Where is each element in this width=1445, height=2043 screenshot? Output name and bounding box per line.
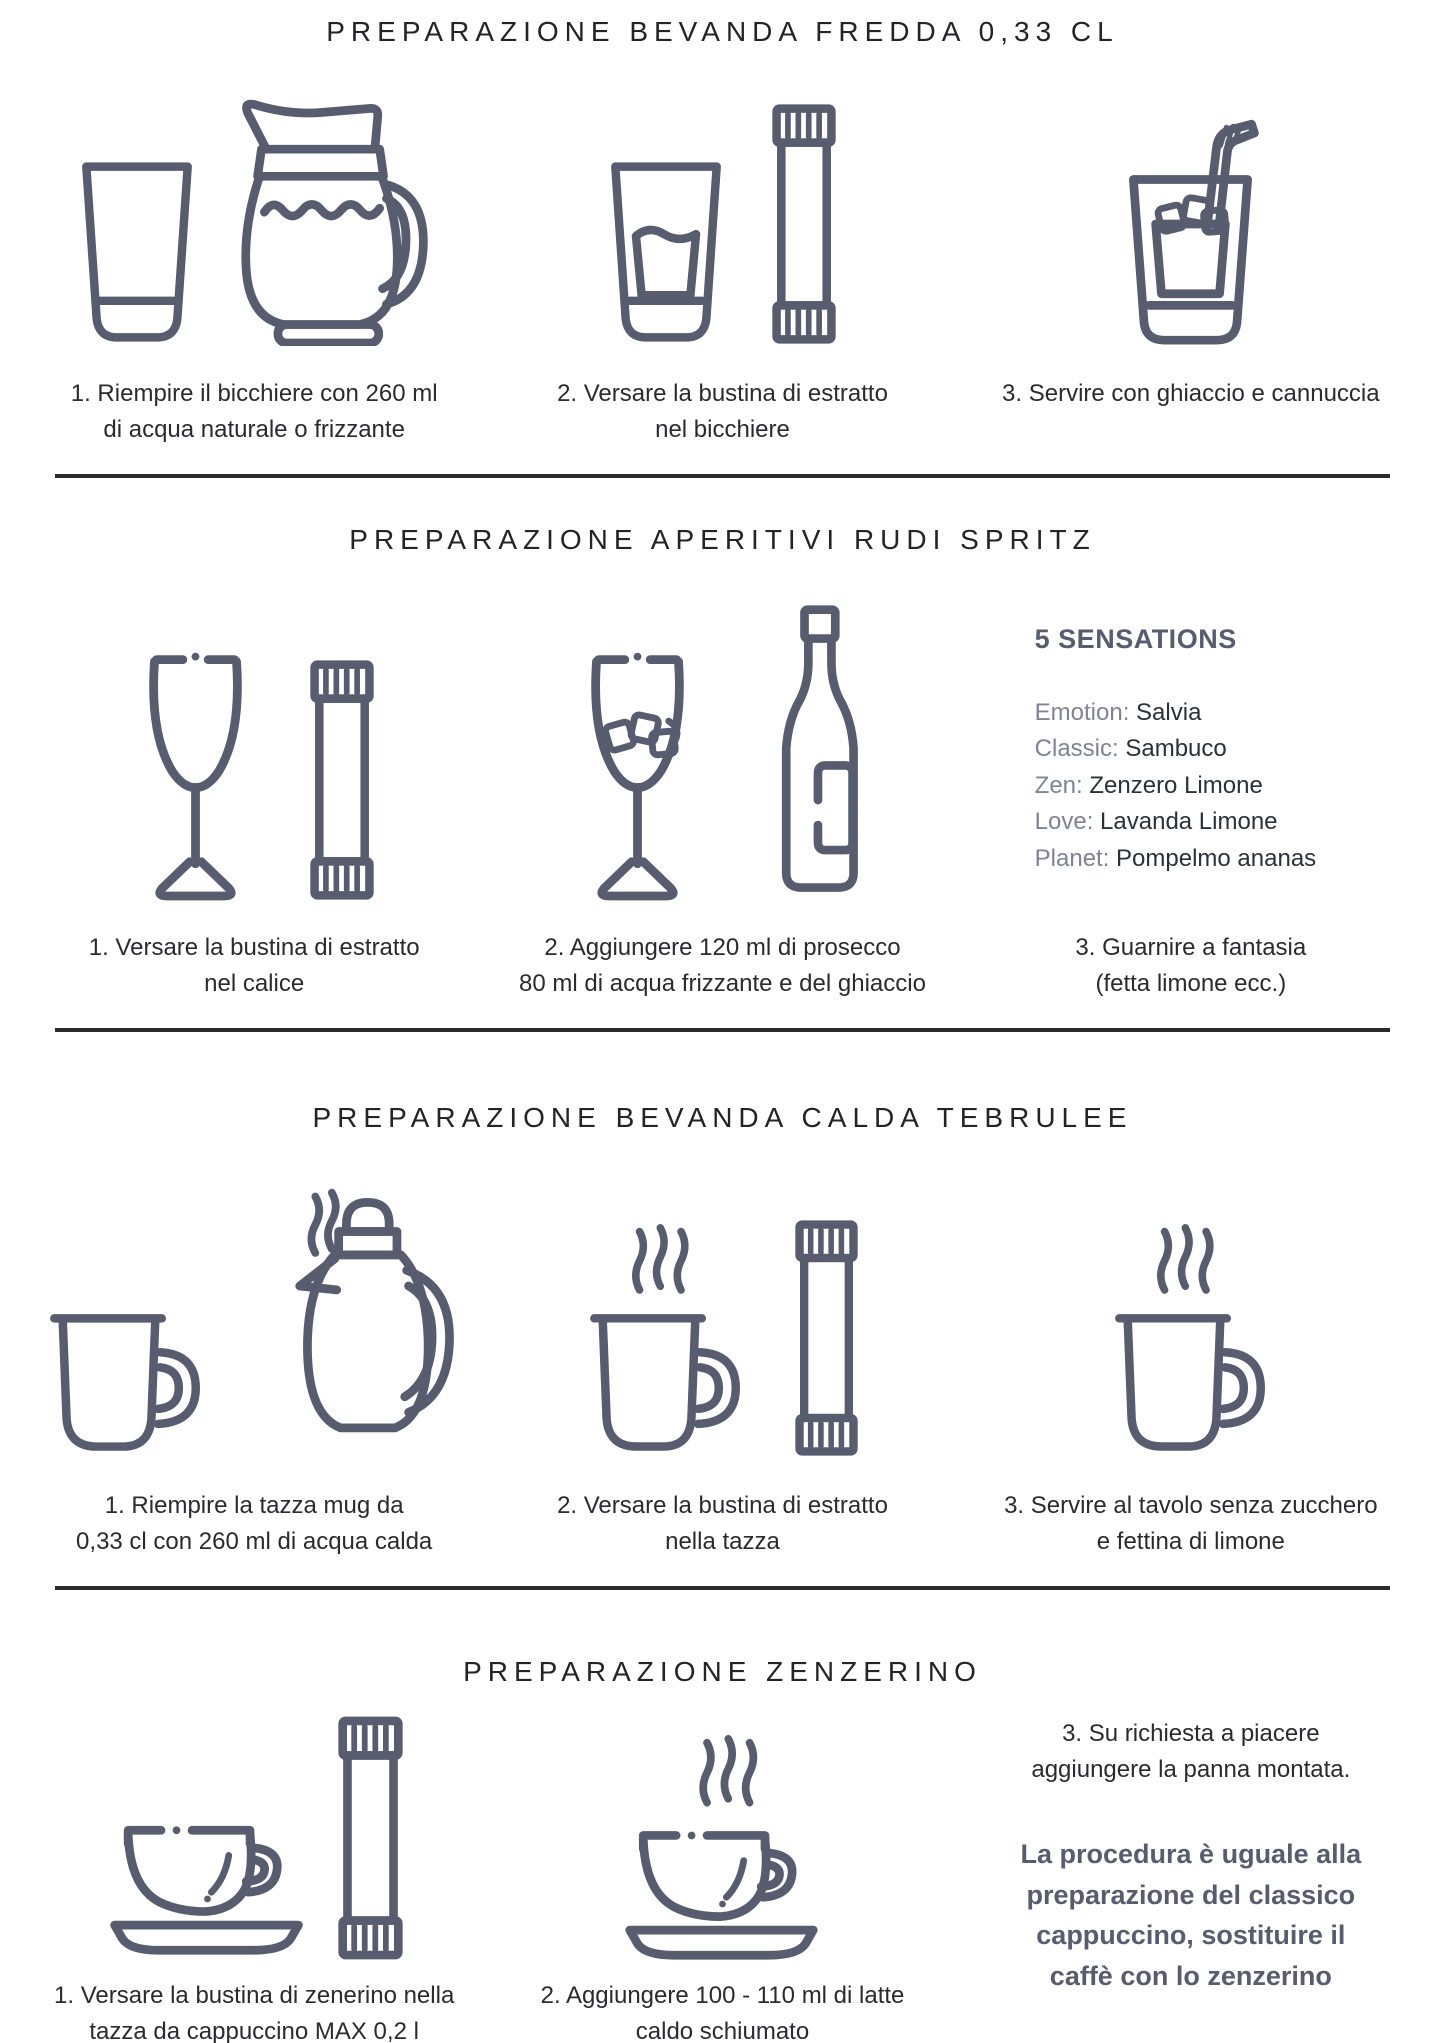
- water-pitcher-icon: [214, 89, 432, 346]
- sensation-value: Salvia: [1136, 699, 1202, 726]
- step-caption: [957, 376, 1425, 448]
- section-title-bevanda-fredda: PREPARAZIONE BEVANDA FREDDA 0,33 CL: [326, 16, 1119, 47]
- five-sensations-heading: 5 SENSATIONS: [1034, 624, 1237, 654]
- sensation-label: Classic:: [1034, 735, 1119, 763]
- steaming-mug-icon: [583, 1222, 748, 1458]
- step-caption: [541, 1978, 905, 2043]
- section-aperitivi-rudi-spritz: [0, 524, 1445, 1002]
- section-bevanda-fredda: [0, 16, 1445, 448]
- prosecco-bottle-icon: [763, 602, 871, 902]
- step-caption: [957, 930, 1425, 1002]
- step-caption-line: nella tazza: [665, 1528, 780, 1555]
- sensation-value: Lavanda Limone: [1100, 808, 1278, 836]
- sensation-item: [1035, 731, 1317, 767]
- sensation-value: Pompelmo ananas: [1116, 844, 1317, 872]
- section-divider: [55, 1586, 1390, 1590]
- step3-icons: [957, 1222, 1425, 1458]
- step2-icons: [488, 102, 956, 346]
- sensation-item: [1035, 804, 1317, 840]
- step-caption-line: nel bicchiere: [655, 416, 790, 443]
- step-caption: [488, 930, 956, 1002]
- step-caption-line: 3. Guarnire a fantasia: [1075, 934, 1307, 961]
- step-caption-line: 2. Versare la bustina di estratto: [557, 1492, 888, 1519]
- step-caption-line: 2. Versare la bustina di estratto: [557, 380, 888, 407]
- step-caption-line: e fettina di limone: [1096, 1528, 1285, 1555]
- note-line: La procedura è uguale alla: [1020, 1839, 1362, 1869]
- extract-sachet-icon: [769, 102, 839, 346]
- mug-icon: [43, 1305, 208, 1458]
- icons-row: [0, 596, 1445, 902]
- icons-row: [0, 88, 1445, 346]
- tumbler-glass-icon: [76, 158, 198, 346]
- step-caption-line: 1. Riempire la tazza mug da: [104, 1492, 404, 1519]
- step-caption-line: aggiungere la panna montata.: [1031, 1756, 1351, 1783]
- step1-icons: [103, 1706, 406, 1962]
- extract-sachet-icon: [335, 1714, 406, 1962]
- step-caption: [957, 1488, 1425, 1560]
- step-caption-line: 1. Versare la bustina di estratto: [88, 934, 420, 961]
- step1-icons: [20, 1181, 488, 1458]
- captions-row: [0, 1488, 1445, 1560]
- step-caption-line: 3. Servire con ghiaccio e cannuccia: [1002, 380, 1380, 407]
- hot-carafe-icon: [222, 1181, 465, 1458]
- step1-icons: [20, 636, 488, 902]
- step2-column: [488, 1706, 956, 2043]
- step-caption-line: 2. Aggiungere 100 - 110 ml di latte: [540, 1982, 905, 2009]
- step-caption: [54, 1978, 454, 2043]
- step-caption-line: 0,33 cl con 260 ml di acqua calda: [76, 1528, 433, 1555]
- zenzerino-content: [0, 1706, 1445, 2043]
- step-caption-line: 2. Aggiungere 120 ml di prosecco: [544, 934, 901, 961]
- step-caption: [957, 1716, 1425, 1788]
- step1-column: [20, 1706, 488, 2043]
- step3-column: [957, 1706, 1425, 1996]
- steaming-cup-icon: [618, 1735, 826, 1962]
- captions-row: [0, 376, 1445, 448]
- section-bevanda-calda-tebrulee: [0, 1102, 1445, 1560]
- sensation-label: Zen:: [1034, 771, 1083, 799]
- step-caption-line: 3. Servire al tavolo senza zucchero: [1004, 1492, 1378, 1519]
- note-line: caffè con lo zenzerino: [1049, 1960, 1332, 1991]
- step-caption: [488, 1488, 956, 1560]
- wine-glass-ice-icon: [574, 636, 701, 902]
- step3-icons: [957, 102, 1425, 346]
- extract-sachet-icon: [307, 658, 377, 902]
- section-divider: [55, 474, 1390, 478]
- step-caption-line: 80 ml di acqua frizzante e del ghiaccio: [519, 970, 926, 997]
- step-caption: [20, 930, 488, 1002]
- sensation-value: Zenzero Limone: [1089, 771, 1263, 799]
- step-caption-line: nel calice: [204, 970, 305, 997]
- steaming-mug-icon: [1108, 1222, 1273, 1458]
- sensation-item: [1035, 841, 1317, 877]
- step2-icons: [488, 602, 956, 902]
- step-caption-line: 1. Versare la bustina di zenerino nella: [54, 1982, 455, 2009]
- sensation-item: [1035, 768, 1317, 804]
- section-zenzerino: [0, 1656, 1445, 2043]
- step-caption-line: (fetta limone ecc.): [1095, 970, 1287, 997]
- filled-glass-icon: [605, 158, 727, 346]
- extract-sachet-icon: [792, 1218, 861, 1458]
- step-caption-line: di acqua naturale o frizzante: [103, 416, 405, 443]
- note-line: preparazione del classico: [1026, 1879, 1356, 1910]
- sensation-label: Love:: [1034, 808, 1094, 836]
- step2-icons: [618, 1706, 826, 1962]
- five-sensations-block: [957, 596, 1317, 877]
- sensation-label: Planet:: [1034, 844, 1110, 872]
- ice-straw-glass-icon: [1113, 102, 1268, 346]
- cappuccino-note: [957, 1834, 1425, 1996]
- sensation-value: Sambuco: [1125, 735, 1227, 763]
- step-caption: [488, 376, 956, 448]
- section-title-aperitivi: PREPARAZIONE APERITIVI RUDI SPRITZ: [349, 524, 1096, 555]
- step1-icons: [20, 89, 488, 346]
- sensation-item: [1035, 695, 1317, 731]
- step-caption: [20, 376, 488, 448]
- step-caption: [20, 1488, 488, 1560]
- note-line: cappuccino, sostituire il: [1036, 1920, 1346, 1950]
- sensation-label: Emotion:: [1034, 699, 1130, 726]
- step2-icons: [488, 1218, 956, 1458]
- cappuccino-cup-icon: [103, 1805, 311, 1962]
- step-caption-line: caldo schiumato: [635, 2018, 810, 2043]
- icons-row: [0, 1176, 1445, 1458]
- section-title-bevanda-calda: PREPARAZIONE BEVANDA CALDA TEBRULEE: [312, 1102, 1133, 1133]
- section-title-zenzerino: PREPARAZIONE ZENZERINO: [463, 1656, 982, 1687]
- wine-glass-icon: [132, 636, 259, 902]
- captions-row: [0, 930, 1445, 1002]
- step-caption-line: 1. Riempire il bicchiere con 260 ml: [70, 380, 438, 407]
- section-divider: [55, 1028, 1390, 1032]
- step-caption-line: tazza da cappuccino MAX 0,2 l: [89, 2018, 419, 2043]
- step-caption-line: 3. Su richiesta a piacere: [1062, 1720, 1320, 1747]
